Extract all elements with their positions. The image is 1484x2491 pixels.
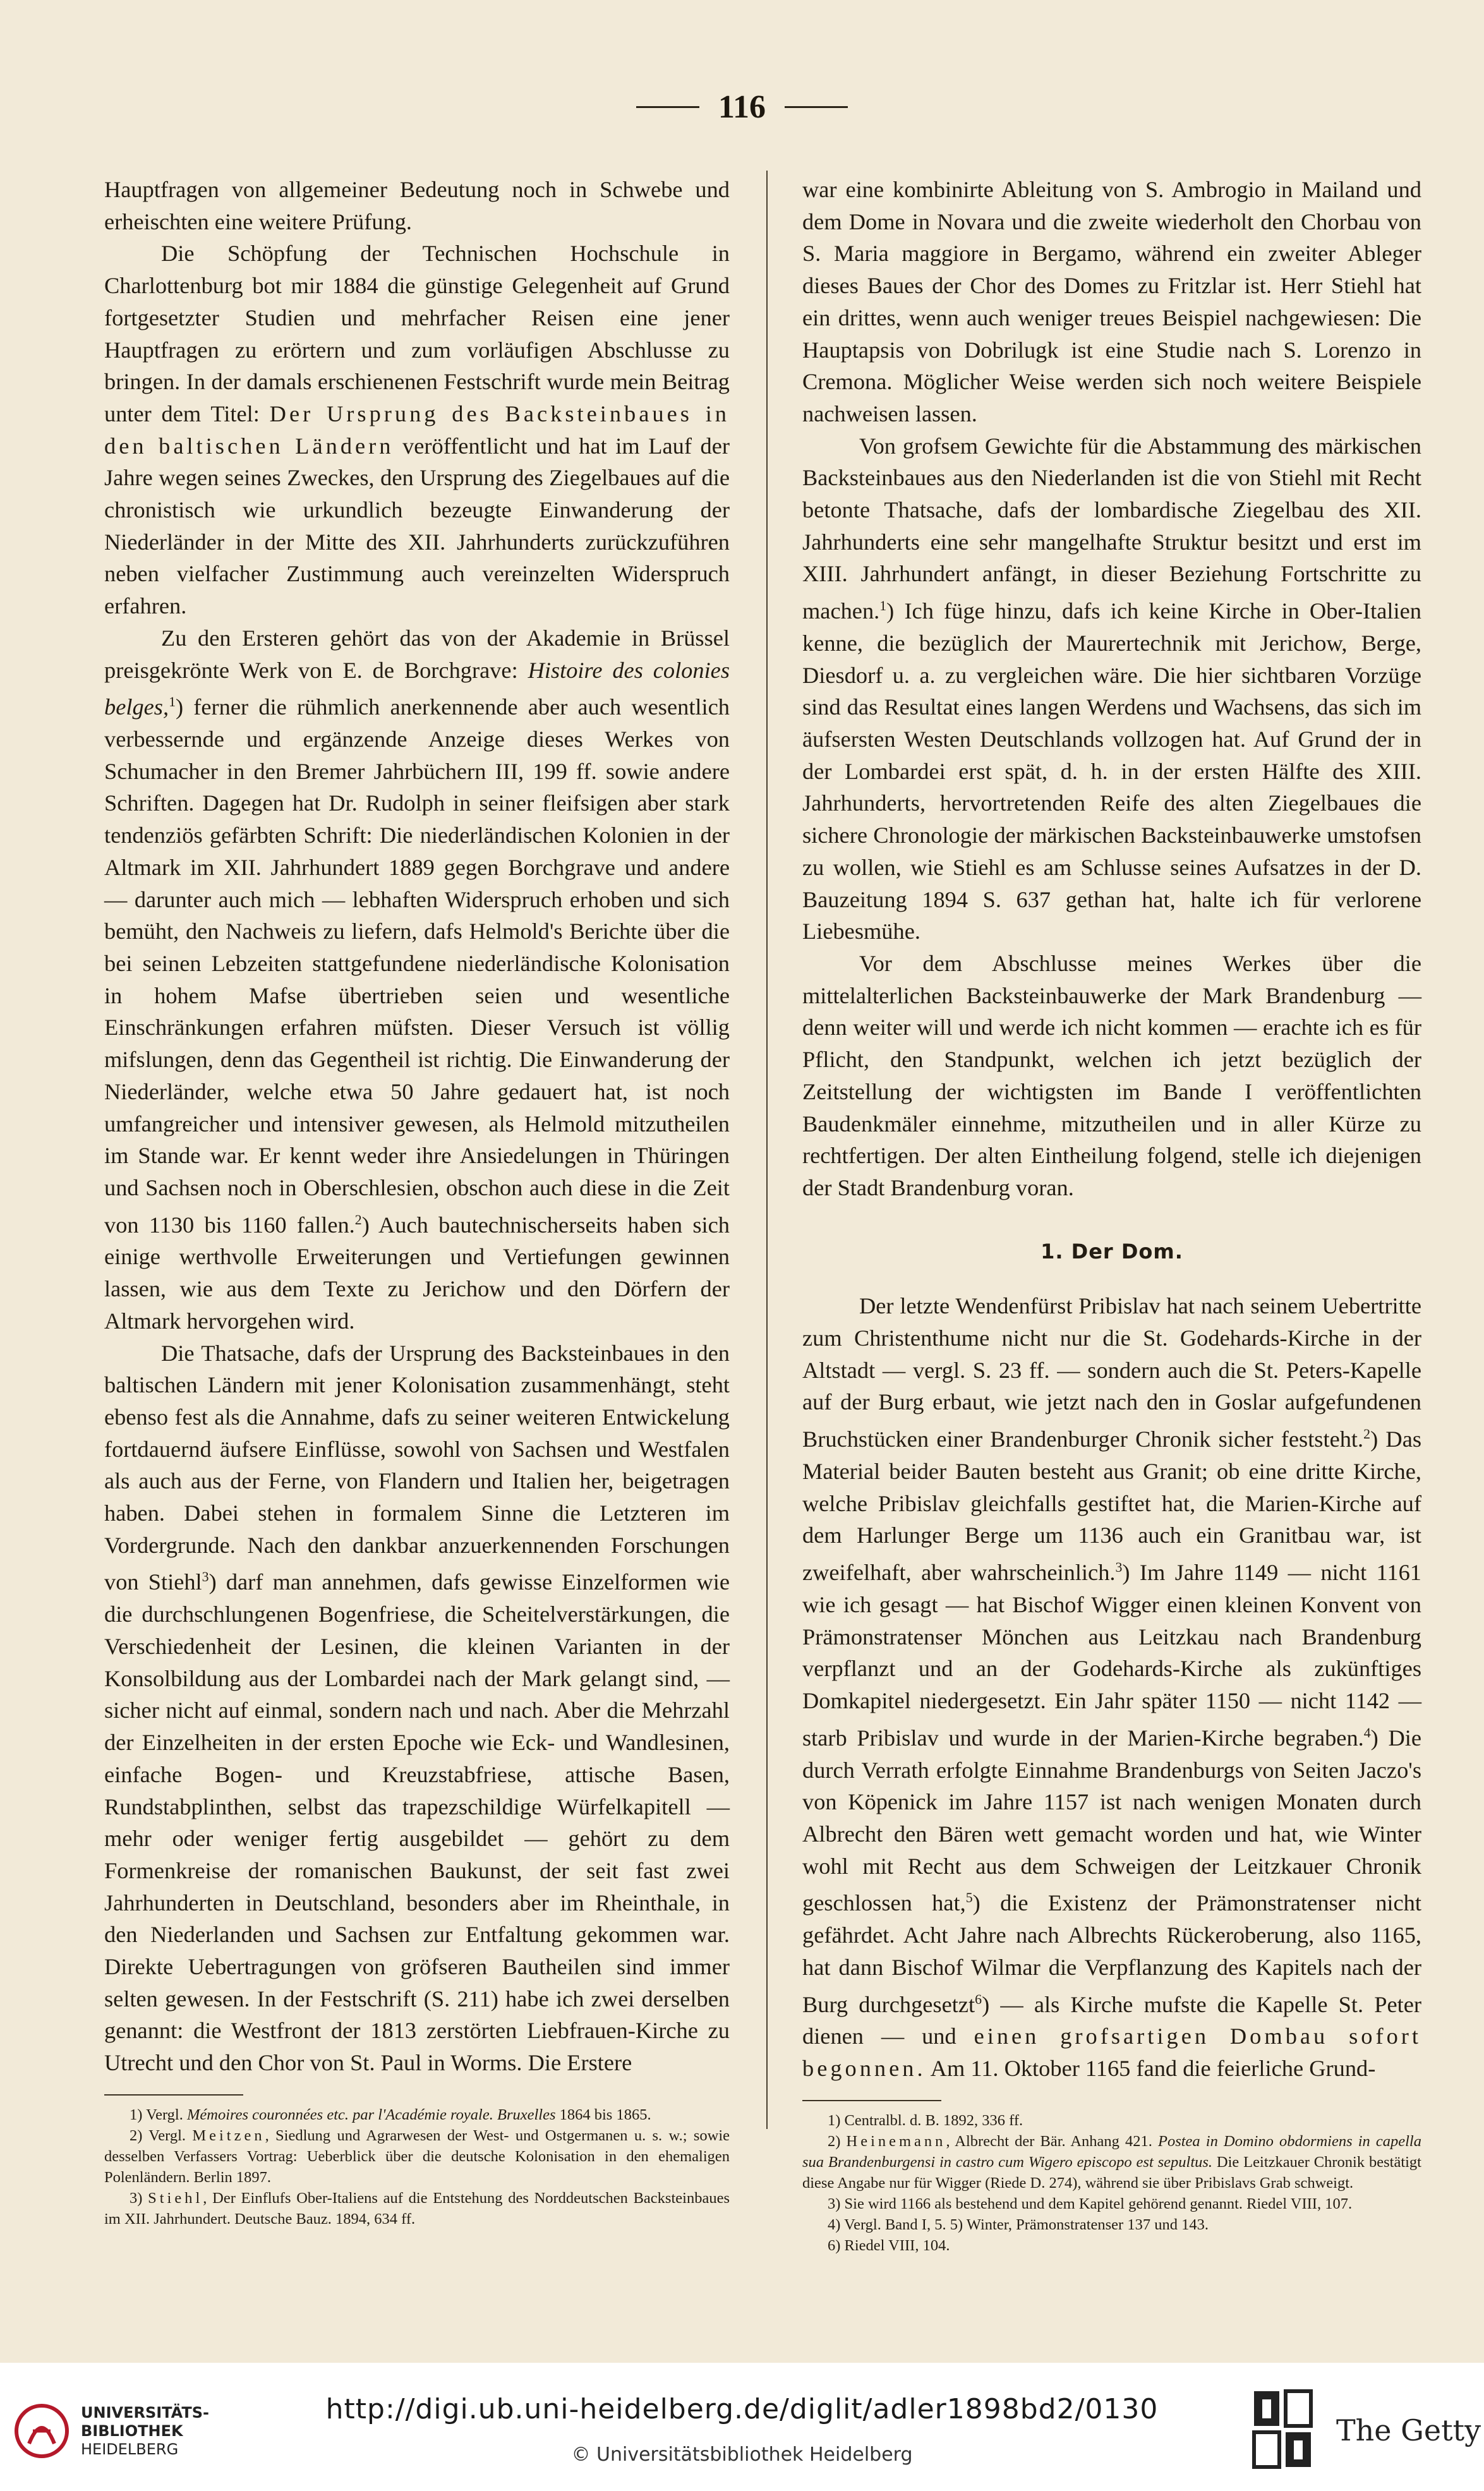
paragraph bbox=[802, 2214, 1421, 2235]
text-run: Der Ursprung des Backsteinbaues in den baltischen Ländern bbox=[104, 401, 730, 459]
paragraph: Vor dem Abschlusse meines Werkes über die mittelalterlichen Backsteinbauwerke der Mark Brandenburg — denn weiter will und werde ich nicht kommen — erachte ich es für Pflicht, den Standpunkt, welchen ich jetzt bezüglich der Zeitstellung der wichtigsten im Bande I veröffentlichten Baudenkmäler einnehme, mitzutheilen und in aller Kürze zu rechtfertigen. Der alten Eintheilung folgend, stelle ich diejenigen der Stadt Brandenburg voran. bbox=[802, 951, 1421, 1200]
left-footnotes bbox=[104, 2104, 730, 2229]
text-run: 1) Vergl. bbox=[130, 2106, 187, 2123]
text-run: 1864 bis 1865. bbox=[555, 2106, 651, 2123]
getty-logo-icon[interactable] bbox=[1251, 2388, 1314, 2470]
text-run: ) darf man annehmen, dafs gewisse Einzelformen wie die durchschlungenen Bogenfriese, die Scheitelverstärkungen, die Verschiedenheit der Lesinen, die kleinen Varianten in der Konsolbildung aus der Lombardei nach der Mark gelangt sind, — sicher nicht auf einmal, sondern nach und nach. Aber die Mehrzahl der Einzelheiten in der ersten Epoche wie Eck- und Wandlesinen, einfache Bogen- und Kreuzstabfriese, attische Basen, Rundstabplinthen, selbst das trapezschildige Würfelkapitell — mehr oder weniger fertig ausgebildet — gehört zu dem Formenkreise der romanischen Baukunst, der seit fast zwei Jahrhunderten in Deutschland, besonders aber im Rheinthale, in den Niederlanden und Sachsen zur Entfaltung gekommen war. Direkte Uebertragungen von gröfseren Bautheilen sind immer selten gewesen. In der Festschrift (S. 211) habe ich zwei derselben genannt: die Westfront der 1813 zerstörten Liebfrauen-Kirche zu Utrecht und den Chor von St. Paul in Worms. Die Erstere bbox=[104, 1569, 730, 2076]
paragraph bbox=[802, 1290, 1421, 2085]
text-run: 1) Centralbl. d. B. 1892, 336 ff. bbox=[828, 2111, 1023, 2129]
right-column-body-a bbox=[802, 174, 1421, 1204]
text-run: ) Im Jahre 1149 — nicht 1161 wie ich gesagt — hat Bischof Wigger einen kleinen Konvent von Prämonstratenser Mönchen aus Leitzkau nach Brandenburg verpflanzt und an der Godehards-Kirche als zukünftiges Domkapitel niedergesetzt. Ein Jahr später 1150 — nicht 1142 — starb Pribislav und wurde in der Marien-Kirche begraben. bbox=[802, 1560, 1421, 1751]
text-run: veröffentlicht und hat im Lauf der Jahre wegen seines Zweckes, den Ursprung des Ziegelbaues auf die chronistisch wie urkundlich bezeugte Einwanderung der Niederländer in der Mitte des XII. Jahrhunderts zurückzuführen neben vielfacher Zustimmung auch vereinzelten Widerspruch erfahren. bbox=[104, 433, 730, 619]
paragraph bbox=[802, 2131, 1421, 2193]
permalink-url[interactable]: http://digi.ub.uni-heidelberg.de/diglit/adler1898bd2/0130 bbox=[325, 2393, 1159, 2425]
text-run: , Siedlung und Agrarwesen der West- und Ostgermanen u. s. w.; sowie desselben Verfassers Vortrag: Ueberblick über die deutsche Kolonisation in den ehemaligen Polenländern. Berlin 1897. bbox=[104, 2126, 730, 2186]
footnote-rule-left bbox=[104, 2094, 243, 2096]
paragraph: Hauptfragen von allgemeiner Bedeutung noch in Schwebe und erheischten eine weitere Prüfung. bbox=[104, 177, 730, 234]
text-run: Am 11. Oktober 1165 fand die feierliche Grund- bbox=[926, 2056, 1376, 2082]
text-run: einen grofsartigen Dombau sofort begonnen. bbox=[802, 2024, 1421, 2082]
footnote-ref: 5 bbox=[965, 1890, 973, 1906]
paragraph: war eine kombinirte Ableitung von S. Ambrogio in Mailand und dem Dome in Novara und die zweite wiederholt den Chorbau von S. Maria maggiore in Bergamo, während ein zweiter Ableger dieses Baues der Chor des Domes zu Fritzlar ist. Herr Stiehl hat ein drittes, wenn auch weniger treues Beispiel nachgewiesen: Die Hauptapsis von Dobrilugk ist eine Studie nach S. Lorenzo in Cremona. Möglicher Weise werden sich noch weitere Beispiele nachweisen lassen. bbox=[802, 177, 1421, 426]
text-run: ) Ich füge hinzu, dafs ich keine Kirche in Ober-Italien kenne, die bezüglich der Maurertechnik mit Jerichow, Berge, Diesdorf u. a. zu vergleichen wäre. Die hier sichtbaren Vorzüge sind das Resultat eines langen Werdens und Wachsens, das sich im äufsersten Westen Deutschlands vollzogen hat. Auf Grund der in der Lombardei erst spät, d. h. in der ersten Hälfte des XIII. Jahrhunderts, hervortretenden Reife des alten Ziegelbaues die sichere Chronologie der märkischen Backsteinbauwerke umstofsen zu wollen, wie Stiehl es am Schlusse seines Aufsatzes in der D. Bauzeitung 1894 S. 637 gethan hat, halte ich für verlorene Liebesmühe. bbox=[802, 598, 1421, 944]
text-run: 2) Vergl. bbox=[130, 2126, 193, 2144]
text-run: 3) bbox=[130, 2189, 148, 2207]
footnote-ref: 1 bbox=[879, 598, 887, 614]
paragraph bbox=[104, 2104, 730, 2125]
library-line-2: BIBLIOTHEK bbox=[81, 2422, 183, 2440]
text-run: 4) Vergl. Band I, 5. 5) Winter, Prämonstratenser 137 und 143. bbox=[828, 2216, 1209, 2233]
text-run: Meitzen bbox=[192, 2126, 265, 2144]
text-run: Die Leitzkauer Chronik bestätigt diese Angabe nur für Wigger (Riede D. 274), während sie über Pribislavs Grab schweigt. bbox=[802, 2153, 1421, 2192]
page-number: 116 bbox=[718, 89, 766, 125]
paragraph bbox=[802, 2235, 1421, 2256]
library-line-1: UNIVERSITÄTS- bbox=[81, 2403, 210, 2422]
header-rule-right bbox=[785, 106, 848, 108]
paragraph bbox=[104, 2125, 730, 2188]
text-run: Von grofsem Gewichte für die Abstammung des märkischen Backsteinbaues aus den Niederlanden ist die von Stiehl mit Recht betonte Thatsache, dafs der lombardische Ziegelbau des XII. Jahrhunderts eine sehr mangelhafte Struktur besitzt und erst im XIII. Jahrhundert anfängt, in dieser Beziehung Fortschritte zu machen. bbox=[802, 433, 1421, 624]
text-run: ) — als Kirche mufste die Kapelle St. Peter dienen — und bbox=[802, 1991, 1421, 2049]
library-line-3: HEIDELBERG bbox=[81, 2440, 179, 2458]
text-run: Stiehl bbox=[148, 2189, 203, 2207]
text-run: Mémoires couronnées etc. par l'Académie royale. Bruxelles bbox=[186, 2106, 556, 2123]
footnote-ref: 1 bbox=[169, 694, 176, 710]
getty-name: The Getty bbox=[1336, 2413, 1481, 2447]
section-title: 1. Der Dom. bbox=[1041, 1239, 1183, 1264]
text-run: 6) Riedel VIII, 104. bbox=[828, 2236, 950, 2254]
viewer-footer bbox=[0, 2363, 1484, 2491]
text-run: Histoire des colonies belges, bbox=[104, 657, 730, 720]
right-column bbox=[802, 174, 1421, 2256]
text-run: ) die Existenz der Prämonstratenser nicht gefährdet. Acht Jahre nach Albrechts Rückeroberung, also 1165, hat dann Bischof Wilmar die Verpflanzung des Kapitels nach der Burg durchgesetzt bbox=[802, 1890, 1421, 2017]
footnote-rule-right bbox=[802, 2100, 941, 2101]
text-run: Die Thatsache, dafs der Ursprung des Backsteinbaues in den baltischen Ländern mit jener Kolonisation zusammenhängt, steht ebenso fest als die Annahme, dafs zu seiner weiteren Entwickelung fortdauernd äufsere Einflüsse, sowohl von Sachsen und Westfalen als auch aus der Ferne, von Flandern und Italien her, beigetragen haben. Dabei stehen in formalem Sinne die Letzteren im Vordergrunde. Nach den dankbar anzuerkennenden Forschungen von Stiehl bbox=[104, 1340, 730, 1595]
right-footnotes bbox=[802, 2110, 1421, 2256]
paragraph bbox=[802, 2193, 1421, 2214]
right-column-body-b bbox=[802, 1290, 1421, 2085]
text-run: ) ferner die rühmlich anerkennende aber auch wesentlich verbessernde und ergänzende Anzeige dieses Werkes von Schumacher in den Bremer Jahrbüchern III, 199 ff. sowie andere Schriften. Dagegen hat Dr. Rudolph in seiner fleifsigen aber stark tendenziös gefärbten Schrift: Die niederländischen Kolonien in der Altmark im XII. Jahrhundert 1889 gegen Borchgrave und andere — darunter auch mich — lebhaften Widerspruch erhoben und sich bemüht, den Nachweis zu liefern, dafs Helmold's Berichte über die bei seinen Lebzeiten stattgefundene niederländische Kolonisation in hohem Mafse übertrieben seien und wesentliche Einschränkungen erfahren müfsten. Dieser Versuch ist völlig mifslungen, denn das Gegentheil ist richtig. Die Einwanderung der Niederländer, welche etwa 50 Jahre gedauert hat, ist noch umfangreicher und intensiver gewesen, als Helmold mitzutheilen im Stande war. Er kennt weder ihre Ansiedelungen in Thüringen und Sachsen noch in Oberschlesien, obschon auch diese in die Zeit von 1130 bis 1160 fallen. bbox=[104, 694, 730, 1238]
text-run: ) Auch bautechnischerseits haben sich einige werthvolle Erweiterungen und Vertiefungen gewinnen lassen, wie aus dem Texte zu Jerichow und den Dörfern der Altmark hervorgehen wird. bbox=[104, 1212, 730, 1334]
text-run: 2) bbox=[828, 2132, 847, 2150]
text-run: Die Schöpfung der Technischen Hochschule in Charlottenburg bot mir 1884 die günstige Gelegenheit auf Grund fortgesetzter Studien und mehrfacher Reisen eine jener Hauptfragen zu erörtern und zum vorläufigen Abschlusse zu bringen. In der damals erschienenen Festschrift wurde mein Beitrag unter dem Titel: bbox=[104, 241, 730, 426]
left-column-body bbox=[104, 174, 730, 2079]
text-run: 3) Sie wird 1166 als bestehend und dem Kapitel gehörend genannt. Riedel VIII, 107. bbox=[828, 2195, 1353, 2212]
paragraph bbox=[104, 1337, 730, 2079]
paragraph bbox=[802, 2110, 1421, 2131]
paragraph bbox=[104, 622, 730, 1337]
text-run: , Der Einflufs Ober-Italiens auf die Entstehung des Norddeutschen Backsteinbaues im XII. Jahrhundert. Deutsche Bauz. 1894, 634 ff. bbox=[104, 2189, 730, 2228]
footnote-ref: 4 bbox=[1363, 1725, 1371, 1740]
text-run: Der letzte Wendenfürst Pribislav hat nach seinem Uebertritte zum Christenthume nicht nur die St. Godehards-Kirche in der Altstadt — vergl. S. 23 ff. — sondern auch die St. Peters-Kapelle auf der Burg erbaut, wie jetzt nach den in Goslar aufgefundenen Bruchstücken einer Brandenburger Chronik sicher feststeht. bbox=[802, 1293, 1421, 1452]
paragraph bbox=[802, 430, 1421, 948]
text-run: Postea in Domino obdormiens in capella sua Brandenburgensi in castro cum Wigero episcopo est sepultus. bbox=[802, 2132, 1421, 2171]
paragraph bbox=[104, 238, 730, 622]
paragraph bbox=[104, 2188, 730, 2229]
column-divider bbox=[766, 171, 768, 2129]
text-run: ) Die durch Verrath erfolgte Einnahme Brandenburgs von Seiten Jaczo's von Köpenick im Jahre 1157 ist nach wenigen Monaten durch Albrecht den Bären wett gemacht worden und hat, wie Winter wohl mit Recht aus dem Schweigen der Leitzkauer Chronik geschlossen hat, bbox=[802, 1725, 1421, 1916]
footnote-ref: 2 bbox=[1363, 1426, 1371, 1442]
header-rule-left bbox=[636, 106, 699, 108]
footnote-ref: 3 bbox=[202, 1569, 209, 1585]
text-run: , Albrecht der Bär. Anhang 421. bbox=[946, 2132, 1158, 2150]
text-run: Heinemann bbox=[846, 2132, 946, 2150]
copyright-notice: © Universitätsbibliothek Heidelberg bbox=[571, 2444, 913, 2466]
left-column bbox=[104, 174, 730, 2229]
footnote-ref: 2 bbox=[354, 1212, 362, 1227]
footnote-ref: 3 bbox=[1115, 1560, 1123, 1576]
text-run: ) Das Material beider Bauten besteht aus Granit; ob eine dritte Kirche, welche Pribislav gleichfalls gestiftet hat, die Marien-Kirche auf dem Harlunger Berge um 1136 auch ein Granitbau war, ist zweifelhaft, aber wahrscheinlich. bbox=[802, 1426, 1422, 1586]
page-header bbox=[0, 88, 1484, 126]
footnote-ref: 6 bbox=[975, 1991, 982, 2007]
text-run: Zu den Ersteren gehört das von der Akademie in Brüssel preisgekrönte Werk von E. de Borchgrave: bbox=[104, 625, 730, 683]
